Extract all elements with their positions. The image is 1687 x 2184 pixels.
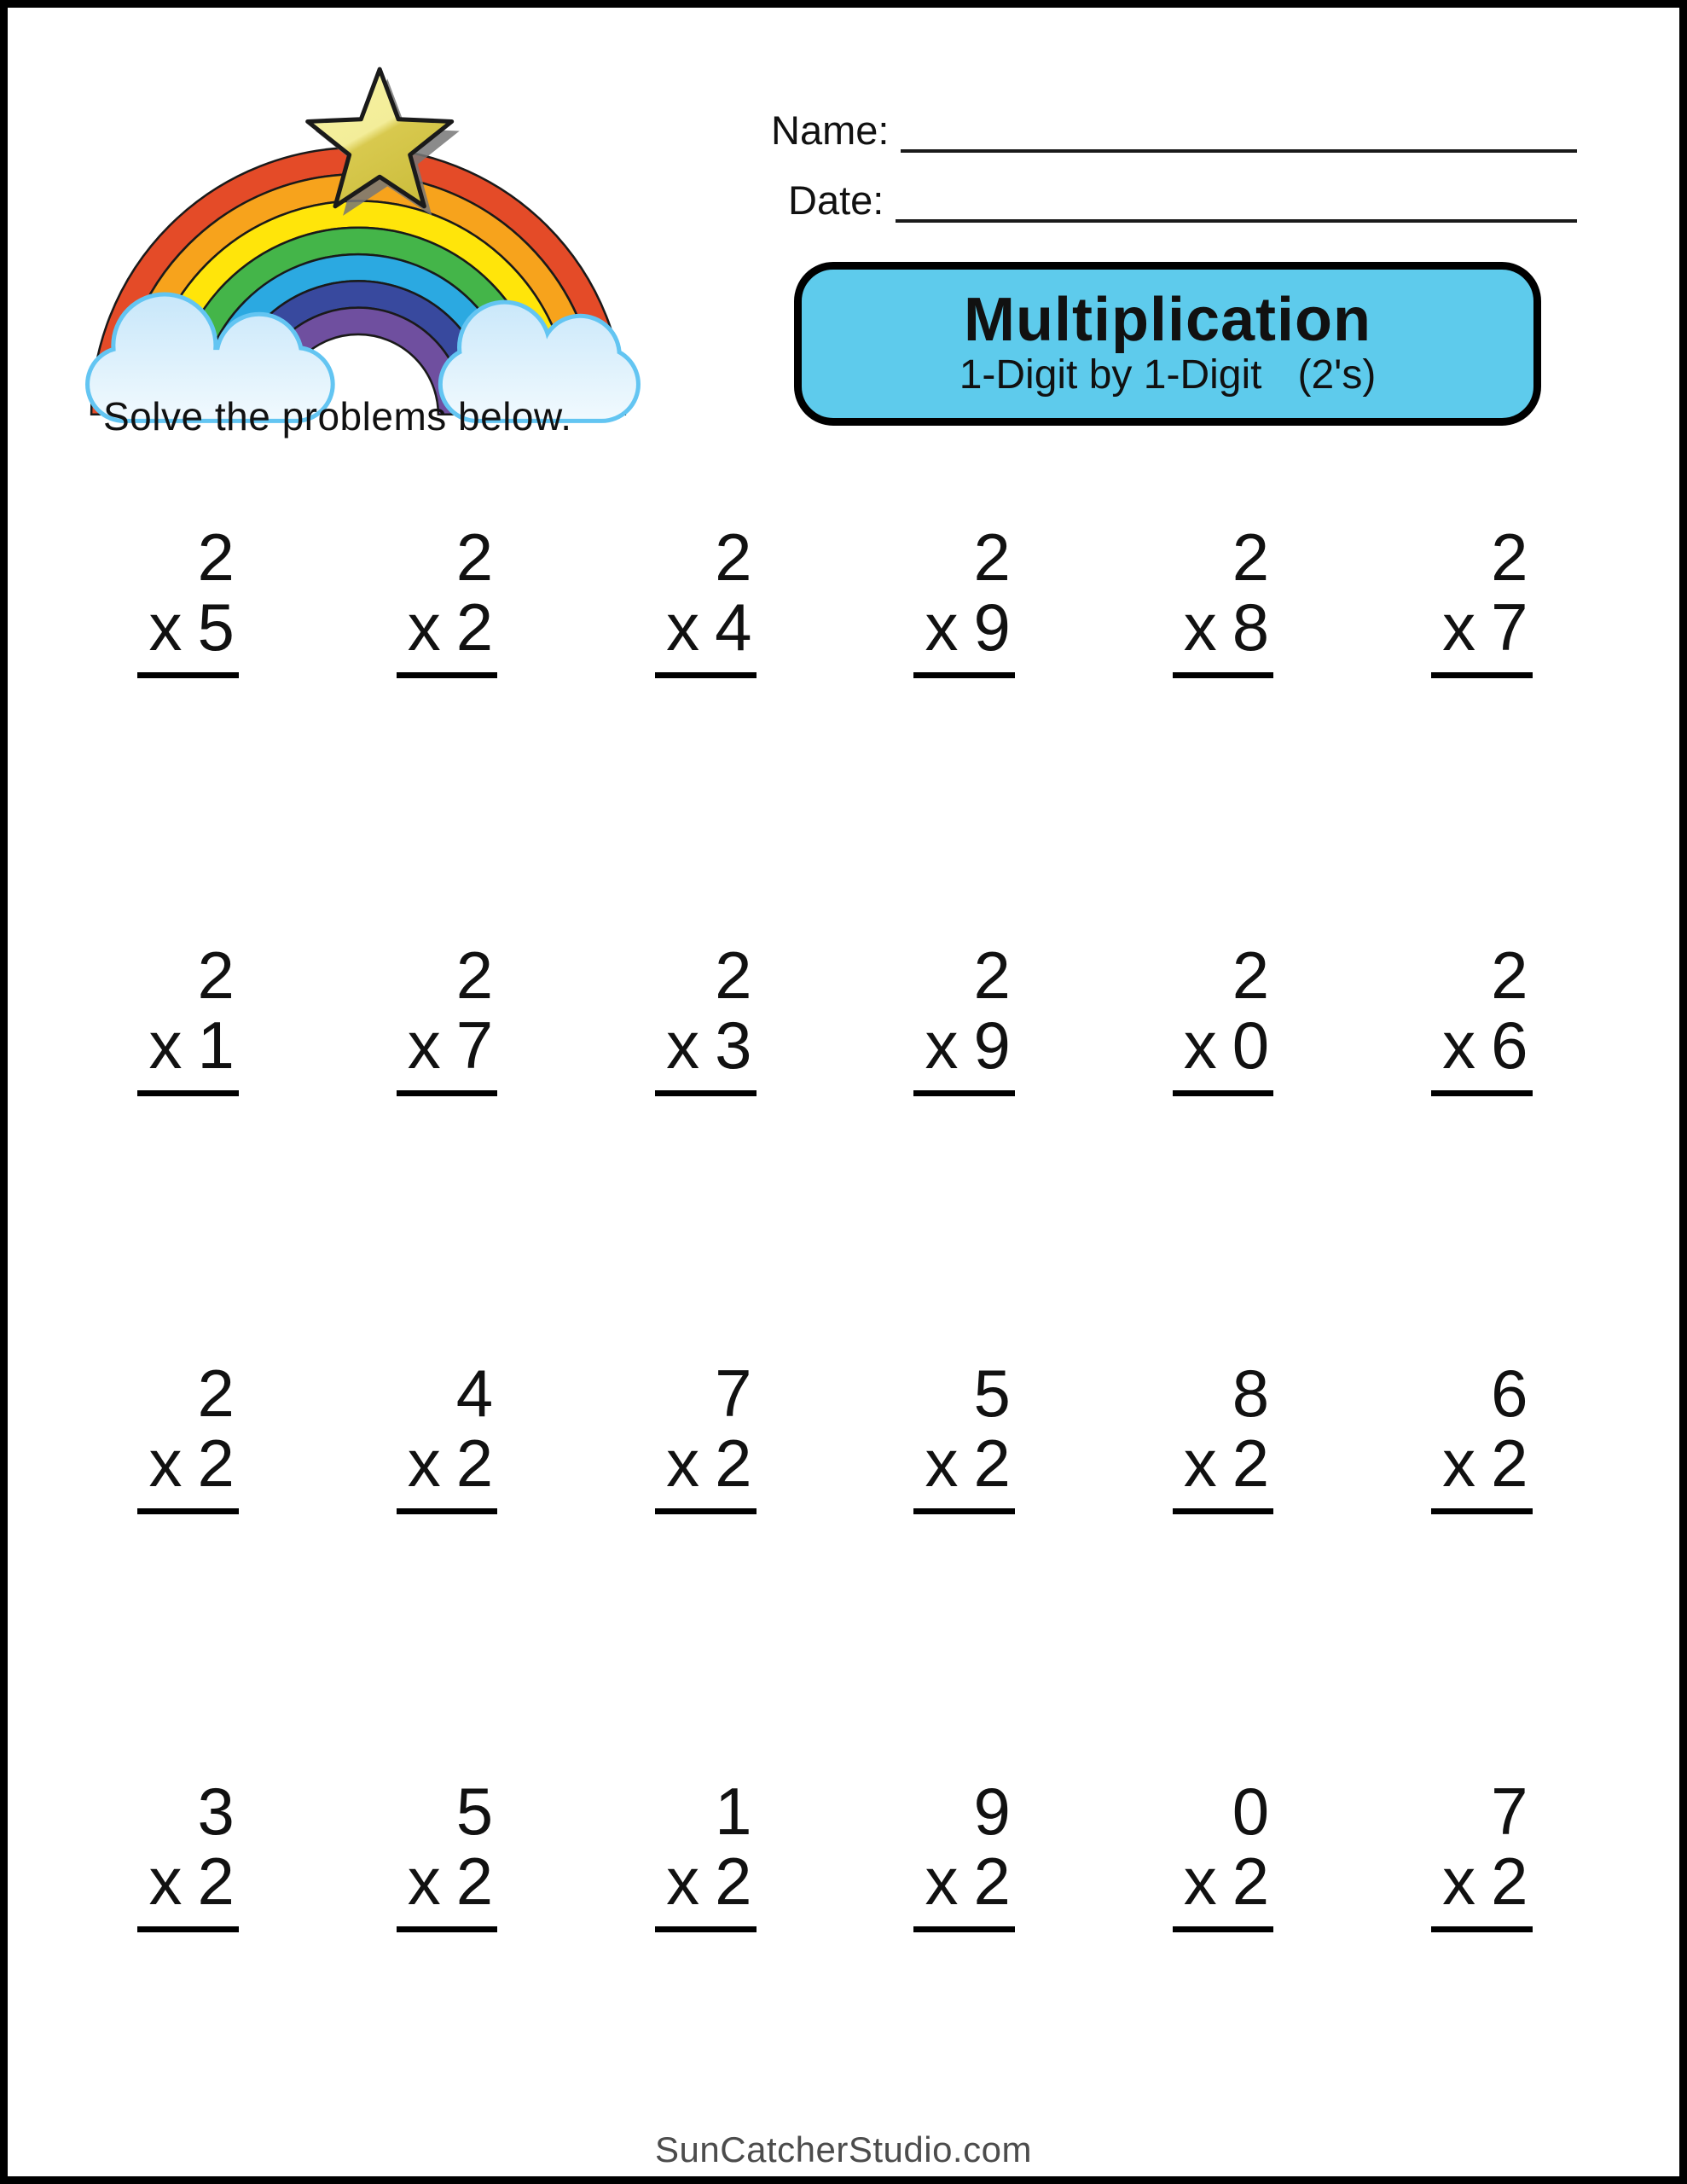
problem-cell: [1431, 1343, 1532, 1514]
multiplicand: 2: [197, 520, 235, 595]
problem-cell: [397, 1343, 497, 1514]
multiplier: 2: [197, 1844, 235, 1919]
multiplication-problem: [397, 1776, 497, 1932]
multiply-sign: x: [1183, 590, 1217, 665]
problem-cell: [137, 507, 238, 678]
problem-cell: [655, 1343, 756, 1514]
multiplicand: 4: [455, 1356, 494, 1431]
worksheet-title-box: [794, 262, 1541, 426]
multiplication-problem: [137, 1776, 238, 1932]
problem-cell: [655, 925, 756, 1096]
problem-cell: [1173, 1761, 1273, 1932]
problem-cell: [1173, 1343, 1273, 1514]
multiply-sign: x: [1442, 590, 1476, 665]
multiplicand: 2: [455, 520, 494, 595]
multiplier: 9: [973, 1008, 1011, 1083]
multiply-sign: x: [148, 1426, 183, 1501]
multiplicand: 1: [715, 1774, 752, 1849]
problem-cell: [655, 507, 756, 678]
problem-cell: [1431, 507, 1532, 678]
multiply-sign: x: [666, 1426, 700, 1501]
multiply-sign: x: [1442, 1844, 1476, 1919]
worksheet-title: Multiplication: [964, 285, 1371, 354]
multiply-sign: x: [666, 1844, 700, 1919]
multiplication-problem: [137, 1358, 238, 1514]
problem-cell: [913, 925, 1014, 1096]
multiplicand: 3: [197, 1774, 235, 1849]
multiplier: 2: [197, 1426, 235, 1501]
multiplier: 2: [455, 590, 494, 665]
multiplier: 2: [973, 1426, 1011, 1501]
multiplication-problem: [655, 1776, 756, 1932]
multiply-sign: x: [407, 590, 441, 665]
multiplier: 2: [1232, 1426, 1270, 1501]
instruction-text: Solve the problems below.: [103, 394, 572, 439]
multiplier: 7: [1491, 590, 1528, 665]
multiplier: 9: [973, 590, 1011, 665]
multiplier: 7: [455, 1008, 494, 1083]
multiplicand: 0: [1232, 1774, 1270, 1849]
problem-cell: [137, 1343, 238, 1514]
multiplication-problem: [397, 522, 497, 678]
multiplication-problem: [1173, 940, 1273, 1096]
multiply-sign: x: [1442, 1426, 1476, 1501]
multiplicand: 7: [715, 1356, 752, 1431]
multiply-sign: x: [407, 1426, 441, 1501]
multiplication-problem: [1431, 1776, 1532, 1932]
multiply-sign: x: [1183, 1844, 1217, 1919]
multiplicand: 2: [973, 520, 1011, 595]
multiplication-problem: [1431, 1358, 1532, 1514]
multiply-sign: x: [925, 1844, 959, 1919]
multiplication-problem: [655, 1358, 756, 1514]
problem-cell: [1173, 507, 1273, 678]
multiplication-problem: [913, 522, 1014, 678]
multiply-sign: x: [148, 1844, 183, 1919]
name-blank-line[interactable]: [901, 108, 1577, 153]
multiplicand: 2: [715, 938, 752, 1013]
multiply-sign: x: [666, 1008, 700, 1083]
multiply-sign: x: [407, 1844, 441, 1919]
problem-cell: [1431, 1761, 1532, 1932]
multiply-sign: x: [925, 1426, 959, 1501]
name-label: Name:: [771, 107, 890, 153]
multiplier: 2: [455, 1844, 494, 1919]
multiplication-problem: [1173, 522, 1273, 678]
multiply-sign: x: [148, 1008, 183, 1083]
multiplication-problem: [137, 522, 238, 678]
problem-cell: [397, 1761, 497, 1932]
problem-cell: [137, 1761, 238, 1932]
multiplicand: 5: [973, 1356, 1011, 1431]
multiplier: 6: [1491, 1008, 1528, 1083]
multiplicand: 2: [715, 520, 752, 595]
date-label: Date:: [788, 177, 884, 223]
multiplicand: 6: [1491, 1356, 1528, 1431]
multiplier: 4: [715, 590, 752, 665]
multiplication-problem: [913, 940, 1014, 1096]
multiplier: 1: [197, 1008, 235, 1083]
multiplicand: 9: [973, 1774, 1011, 1849]
multiply-sign: x: [925, 1008, 959, 1083]
multiplicand: 2: [197, 1356, 235, 1431]
multiplicand: 2: [197, 938, 235, 1013]
problem-cell: [137, 925, 238, 1096]
multiplier: 0: [1232, 1008, 1270, 1083]
multiplier: 2: [715, 1844, 752, 1919]
level-tag: (2's): [1297, 352, 1377, 398]
multiplier: 2: [1232, 1844, 1270, 1919]
multiplicand: 8: [1232, 1356, 1270, 1431]
name-field-row: [771, 108, 1577, 153]
subtitle-text: 1-Digit by 1-Digit: [959, 352, 1262, 398]
problems-grid: [59, 507, 1611, 2179]
multiplication-problem: [137, 940, 238, 1096]
multiplication-problem: [397, 1358, 497, 1514]
problem-cell: [913, 1343, 1014, 1514]
multiply-sign: x: [925, 590, 959, 665]
multiplier: 2: [973, 1844, 1011, 1919]
multiplicand: 2: [1232, 520, 1270, 595]
multiply-sign: x: [1442, 1008, 1476, 1083]
multiply-sign: x: [1183, 1008, 1217, 1083]
problem-cell: [1173, 925, 1273, 1096]
multiplier: 5: [197, 590, 235, 665]
multiplication-problem: [655, 940, 756, 1096]
multiply-sign: x: [407, 1008, 441, 1083]
problem-cell: [913, 507, 1014, 678]
worksheet-subtitle: [959, 351, 1377, 398]
multiply-sign: x: [1183, 1426, 1217, 1501]
multiplicand: 2: [973, 938, 1011, 1013]
problem-cell: [913, 1761, 1014, 1932]
multiplicand: 5: [455, 1774, 494, 1849]
problem-cell: [655, 1761, 756, 1932]
multiplication-problem: [913, 1358, 1014, 1514]
footer-credit: SunCatcherStudio.com: [655, 2129, 1032, 2169]
multiply-sign: x: [148, 590, 183, 665]
multiplication-problem: [397, 940, 497, 1096]
multiplicand: 7: [1491, 1774, 1528, 1849]
multiply-sign: x: [666, 590, 700, 665]
multiplier: 2: [1491, 1426, 1528, 1501]
multiplication-problem: [1173, 1358, 1273, 1514]
multiplier: 8: [1232, 590, 1270, 665]
multiplication-problem: [1173, 1776, 1273, 1932]
multiplication-problem: [1431, 522, 1532, 678]
multiplier: 2: [455, 1426, 494, 1501]
multiplication-problem: [913, 1776, 1014, 1932]
multiplicand: 2: [1491, 938, 1528, 1013]
date-field-row: [788, 178, 1577, 223]
problem-cell: [1431, 925, 1532, 1096]
multiplication-problem: [655, 522, 756, 678]
rainbow-icon: [83, 66, 642, 427]
multiplier: 2: [1491, 1844, 1528, 1919]
multiplier: 3: [715, 1008, 752, 1083]
multiplicand: 2: [455, 938, 494, 1013]
multiplicand: 2: [1491, 520, 1528, 595]
problem-cell: [397, 507, 497, 678]
problem-cell: [397, 925, 497, 1096]
multiplier: 2: [715, 1426, 752, 1501]
multiplication-problem: [1431, 940, 1532, 1096]
multiplicand: 2: [1232, 938, 1270, 1013]
date-blank-line[interactable]: [896, 178, 1577, 223]
